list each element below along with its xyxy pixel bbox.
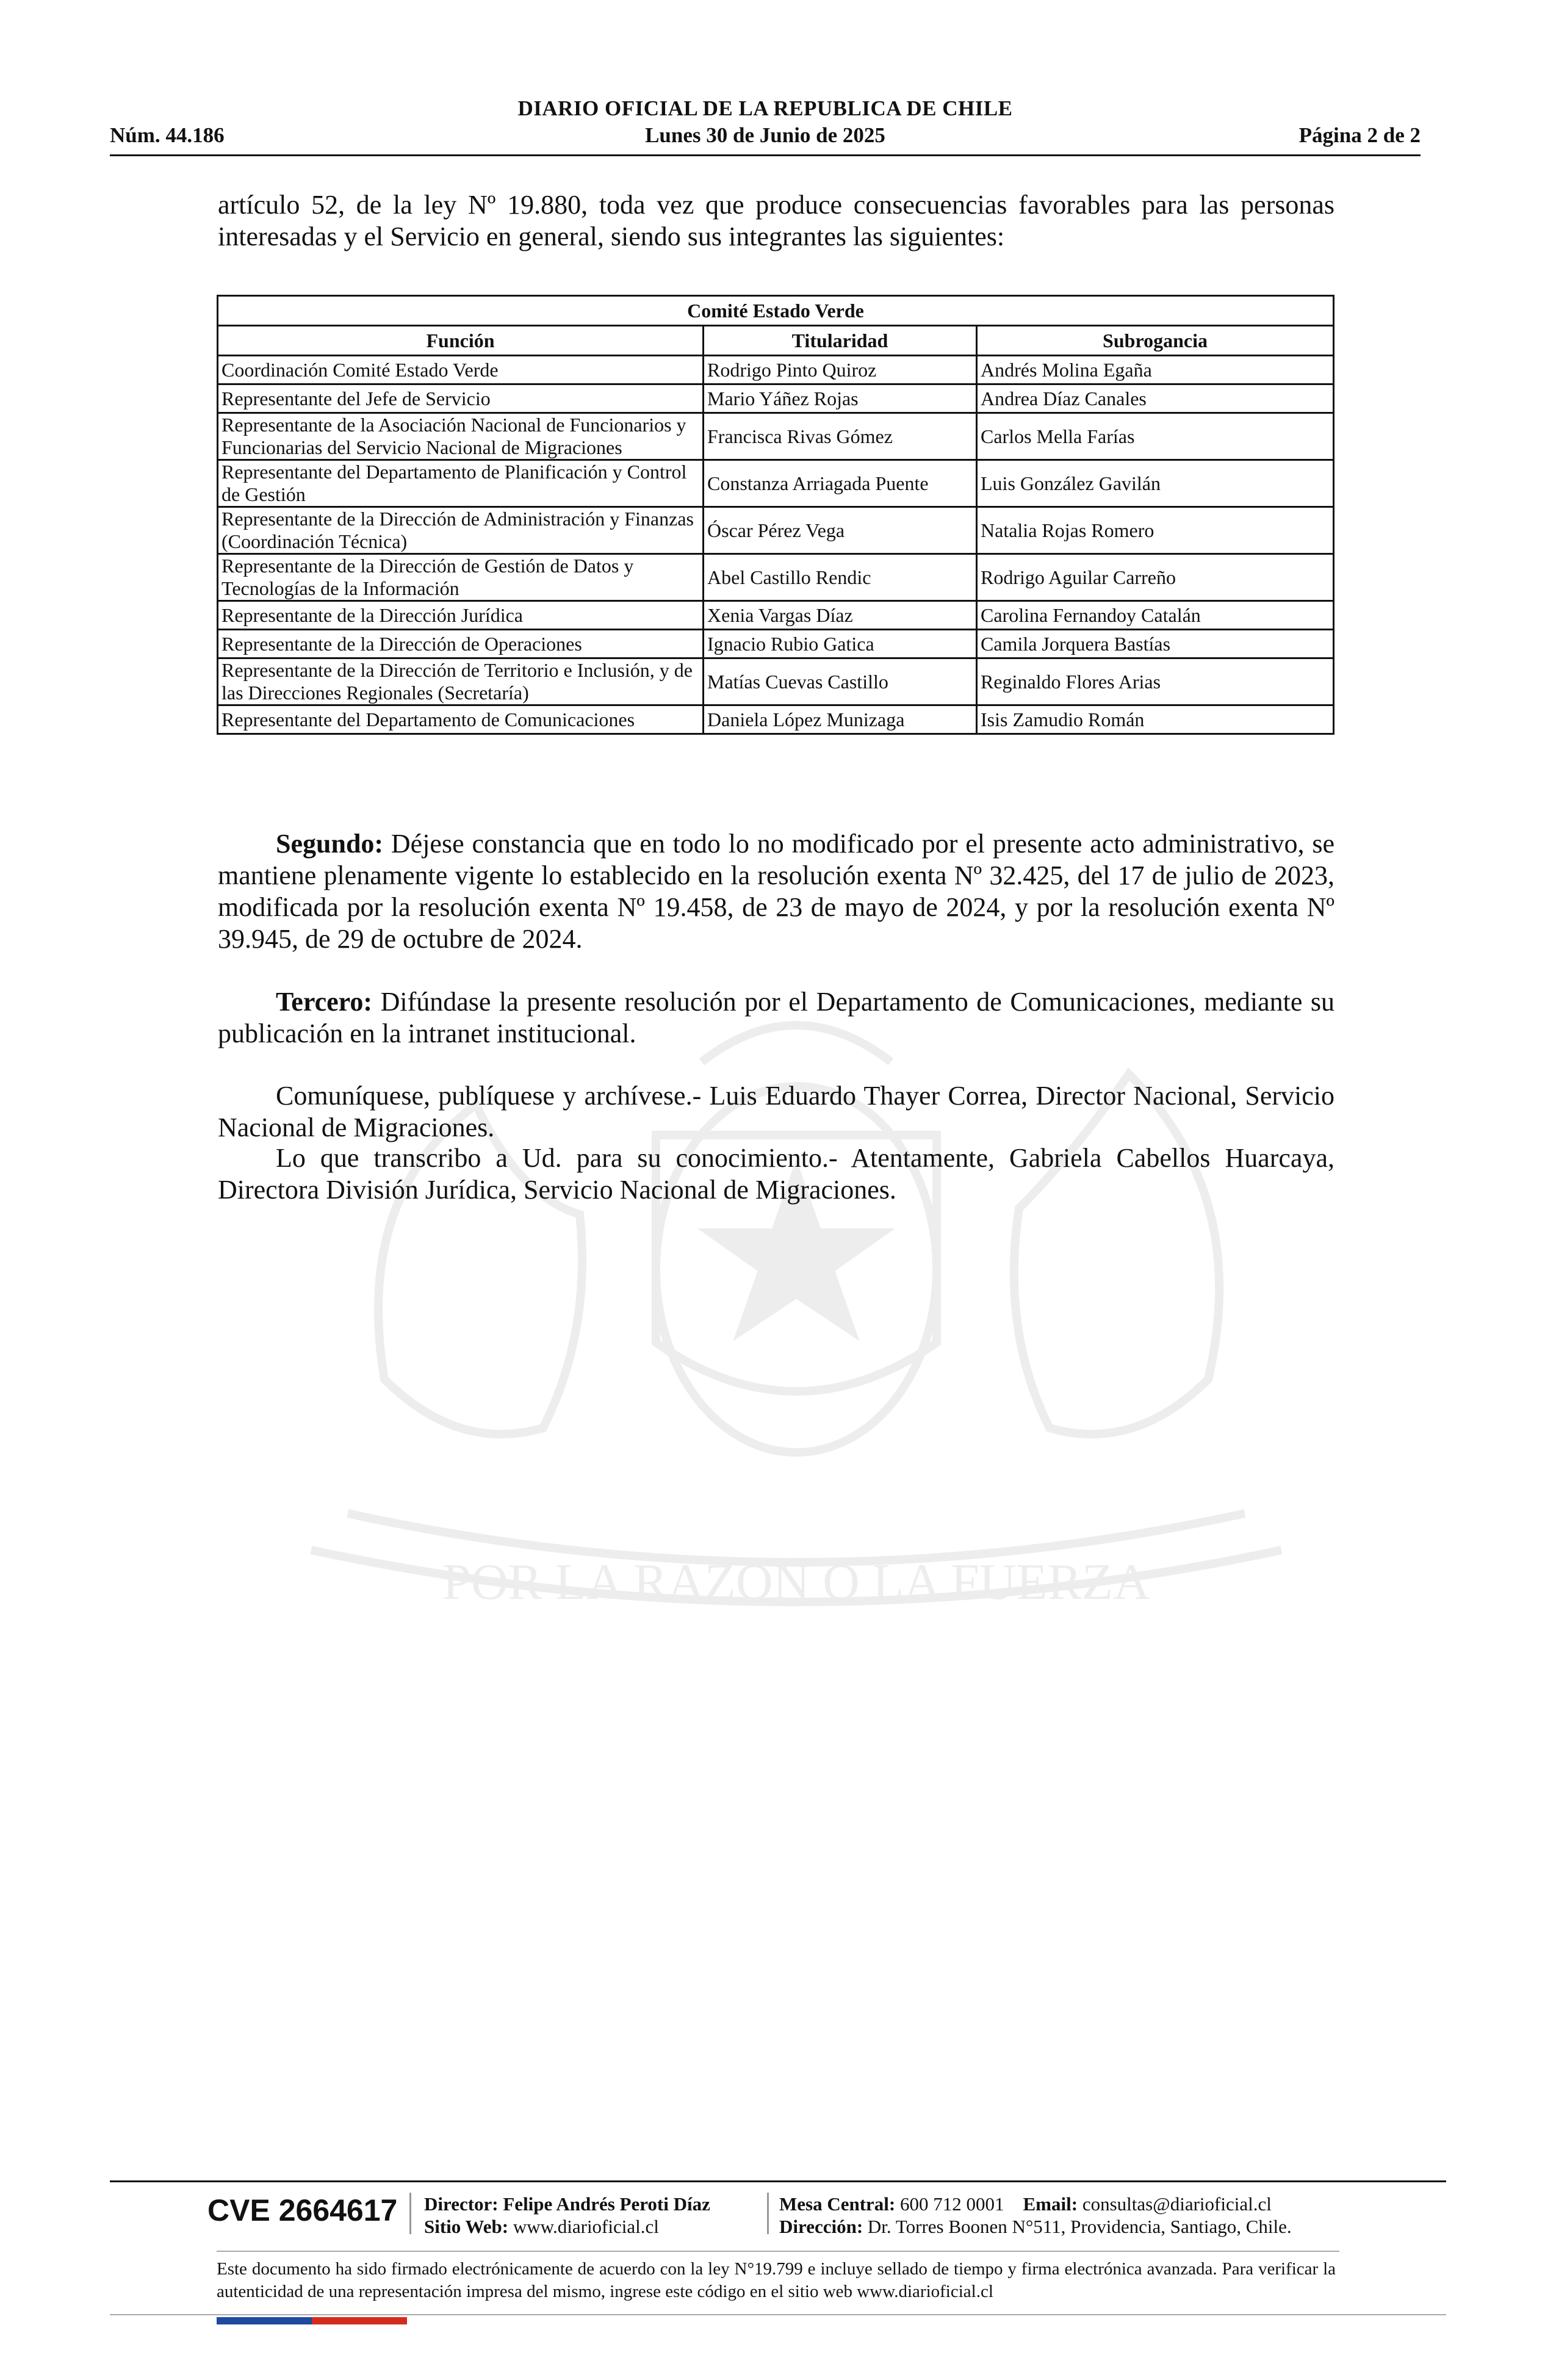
cell-funcion: Representante de la Asociación Nacional de Funcionarios y Funcionarias del Servicio Nacional de Migraciones <box>218 413 704 460</box>
transcription-note: Lo que transcribo a Ud. para su conocimiento.- Atentamente, Gabriela Cabellos Huarcaya, Directora División Jurídica, Servicio Nacional de Migraciones. <box>218 1143 1334 1205</box>
cell-funcion: Representante del Departamento de Planificación y Control de Gestión <box>218 460 704 507</box>
cell-funcion: Representante del Jefe de Servicio <box>218 384 704 413</box>
cell-titular: Matías Cuevas Castillo <box>704 658 977 705</box>
cell-subrogante: Isis Zamudio Román <box>977 705 1334 734</box>
table-row <box>218 507 1334 554</box>
cell-funcion: Representante de la Dirección de Operaciones <box>218 630 704 658</box>
cell-titular: Francisca Rivas Gómez <box>704 413 977 460</box>
footer-director-block <box>424 2193 710 2238</box>
table-title: Comité Estado Verde <box>218 296 1334 326</box>
cell-funcion: Representante de la Dirección de Territorio e Inclusión, y de las Direcciones Regionales (Secretaría) <box>218 658 704 705</box>
cell-subrogante: Reginaldo Flores Arias <box>977 658 1334 705</box>
flag-bar-blue <box>217 2317 312 2324</box>
cell-titular: Constanza Arriagada Puente <box>704 460 977 507</box>
cell-titular: Abel Castillo Rendic <box>704 554 977 601</box>
closing-signature: Comuníquese, publíquese y archívese.- Luis Eduardo Thayer Correa, Director Nacional, Servicio Nacional de Migraciones. <box>218 1081 1334 1142</box>
mesa-label: Mesa Central: <box>779 2193 896 2215</box>
cell-subrogante: Carlos Mella Farías <box>977 413 1334 460</box>
table-row <box>218 356 1334 384</box>
issue-date: Lunes 30 de Junio de 2025 <box>645 123 885 147</box>
footer-divider <box>110 2180 1446 2182</box>
committee-table <box>217 295 1334 735</box>
intro-paragraph: artículo 52, de la ley Nº 19.880, toda vez que produce consecuencias favorables para las personas interesadas y el Servicio en general, siendo sus integrantes las siguientes: <box>218 190 1334 251</box>
cell-subrogante: Carolina Fernandoy Catalán <box>977 601 1334 630</box>
cell-funcion: Coordinación Comité Estado Verde <box>218 356 704 384</box>
cell-titular: Óscar Pérez Vega <box>704 507 977 554</box>
cell-titular: Xenia Vargas Díaz <box>704 601 977 630</box>
table-row <box>218 554 1334 601</box>
cell-titular: Daniela López Munizaga <box>704 705 977 734</box>
cell-subrogante: Luis González Gavilán <box>977 460 1334 507</box>
tercero-label: Tercero: <box>276 987 373 1017</box>
watermark-motto: POR LA RAZON O LA FUERZA <box>442 1554 1150 1610</box>
column-header-titularidad: Titularidad <box>704 326 977 356</box>
table-row <box>218 705 1334 734</box>
footer-thin-divider <box>217 2251 1339 2252</box>
cell-funcion: Representante de la Dirección de Administración y Finanzas (Coordinación Técnica) <box>218 507 704 554</box>
tercero-text: Difúndase la presente resolución por el Departamento de Comunicaciones, mediante su publicación en la intranet institucional. <box>218 987 1335 1048</box>
flag-bar-red <box>312 2317 407 2324</box>
page-number: Página 2 de 2 <box>1298 123 1421 147</box>
email-address[interactable]: consultas@diarioficial.cl <box>1082 2193 1272 2215</box>
column-header-subrogancia: Subrogancia <box>977 326 1334 356</box>
cell-titular: Ignacio Rubio Gatica <box>704 630 977 658</box>
footer-bottom-divider <box>110 2314 1446 2315</box>
coat-of-arms-watermark <box>201 952 1391 1684</box>
page-header <box>110 92 1421 159</box>
director-label: Director: <box>424 2193 499 2215</box>
table-row <box>218 630 1334 658</box>
table-row <box>218 460 1334 507</box>
table-row <box>218 658 1334 705</box>
issue-number: Núm. 44.186 <box>110 123 225 147</box>
cell-subrogante: Andrés Molina Egaña <box>977 356 1334 384</box>
cell-subrogante: Camila Jorquera Bastías <box>977 630 1334 658</box>
column-header-funcion: Función <box>218 326 704 356</box>
cell-subrogante: Natalia Rojas Romero <box>977 507 1334 554</box>
tercero-paragraph <box>218 986 1334 1050</box>
cve-code: CVE 2664617 <box>207 2193 398 2227</box>
table-row <box>218 413 1334 460</box>
mesa-phone: 600 712 0001 <box>900 2193 1004 2215</box>
cell-subrogante: Andrea Díaz Canales <box>977 384 1334 413</box>
publication-title: DIARIO OFICIAL DE LA REPUBLICA DE CHILE <box>517 96 1013 120</box>
cell-funcion: Representante del Departamento de Comunicaciones <box>218 705 704 734</box>
cell-titular: Rodrigo Pinto Quiroz <box>704 356 977 384</box>
address-text: Dr. Torres Boonen N°511, Providencia, Santiago, Chile. <box>867 2216 1292 2237</box>
director-name: Felipe Andrés Peroti Díaz <box>503 2193 710 2215</box>
segundo-text: Déjese constancia que en todo lo no modificado por el presente acto administrativo, se mantiene plenamente vigente lo establecido en la resolución exenta Nº 32.425, del 17 de julio de 2023, modificada por la resolución exenta Nº 19.458, de 23 de mayo de 2024, y por la resolución exenta Nº 39.945, de 29 de octubre de 2024. <box>218 829 1335 954</box>
email-label: Email: <box>1023 2193 1078 2215</box>
footer-contact-block <box>779 2193 1292 2238</box>
header-divider <box>110 154 1421 156</box>
flag-color-bar <box>217 2317 407 2324</box>
cell-funcion: Representante de la Dirección Jurídica <box>218 601 704 630</box>
cell-funcion: Representante de la Dirección de Gestión de Datos y Tecnologías de la Información <box>218 554 704 601</box>
footer-separator <box>409 2193 411 2234</box>
footer-separator <box>767 2193 769 2234</box>
site-url[interactable]: www.diarioficial.cl <box>513 2216 659 2237</box>
cell-titular: Mario Yáñez Rojas <box>704 384 977 413</box>
site-label: Sitio Web: <box>424 2216 509 2237</box>
segundo-label: Segundo: <box>276 829 384 859</box>
cell-subrogante: Rodrigo Aguilar Carreño <box>977 554 1334 601</box>
table-row <box>218 601 1334 630</box>
electronic-signature-note: Este documento ha sido firmado electrónicamente de acuerdo con la ley N°19.799 e incluye sellado de tiempo y firma electrónica avanzada. Para verificar la autenticidad de una representación impresa del mismo, ingrese este código en el sitio web www.diarioficial.cl <box>217 2259 1336 2301</box>
address-label: Dirección: <box>779 2216 863 2237</box>
segundo-paragraph <box>218 828 1334 955</box>
table-row <box>218 384 1334 413</box>
